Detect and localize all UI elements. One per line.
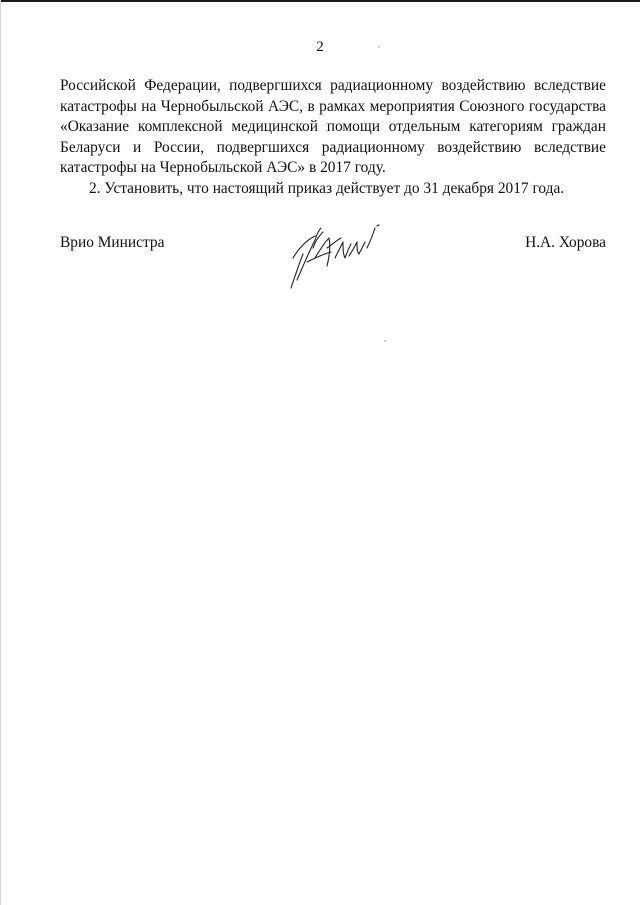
scan-speck bbox=[378, 46, 380, 48]
signer-name: Н.А. Хорова bbox=[525, 234, 606, 251]
paragraph-item-2: 2. Установить, что настоящий приказ действует до 31 декабря 2017 года. bbox=[89, 179, 565, 197]
scan-left-edge bbox=[0, 0, 1, 905]
scan-speck bbox=[384, 340, 386, 342]
paragraph-continued: Российской Федерации, подвергшихся радиационному воздействию вследствие катастрофы на Чернобыльской АЭС, в рамках мероприятия Союзного государства «Оказание комплексной медицинской помощи отдельным категориям граждан Беларуси и России, подвергшихся радиационному воздействию вследствие катастрофы на Чернобыльской АЭС» в 2017 году. bbox=[60, 77, 606, 177]
signer-title: Врио Министра bbox=[60, 234, 165, 251]
page-number: 2 bbox=[316, 39, 324, 55]
scan-top-edge bbox=[0, 0, 640, 2]
handwritten-signature bbox=[285, 218, 395, 290]
document-body bbox=[60, 76, 606, 200]
